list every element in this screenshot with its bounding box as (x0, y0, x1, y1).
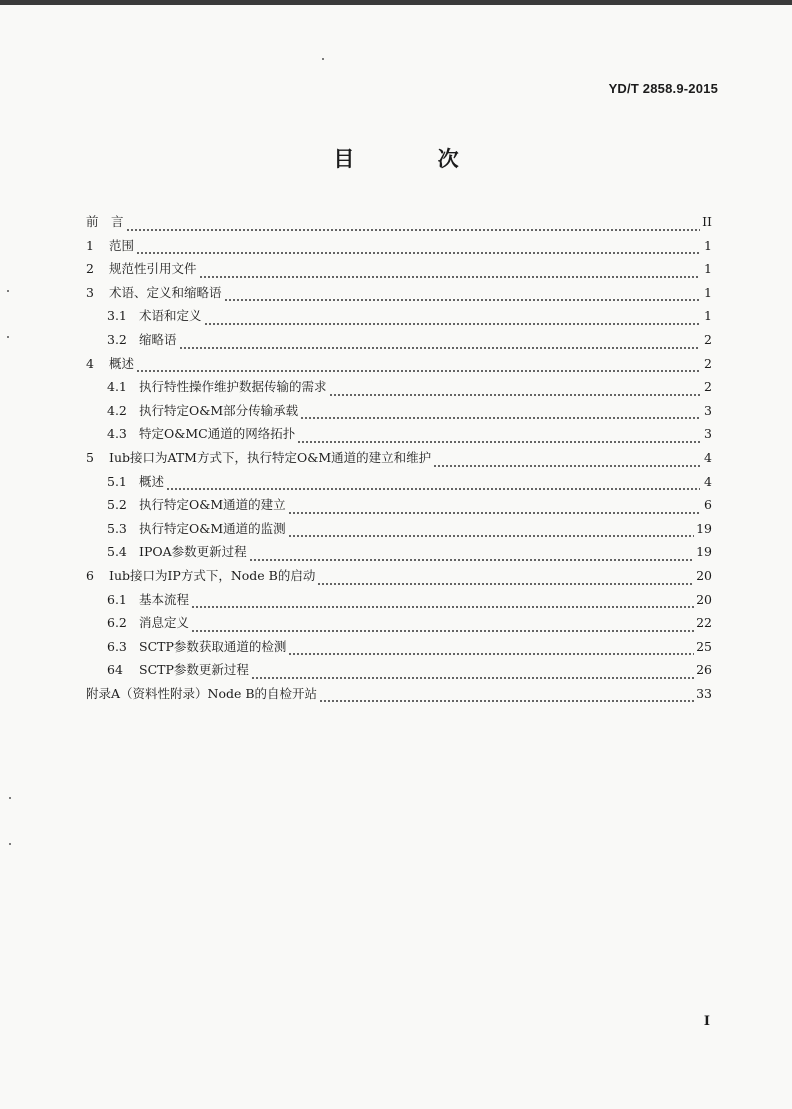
toc-entry-page: 1 (704, 261, 712, 277)
dot-leader (300, 417, 700, 419)
toc-entry-label: 执行特性操作维护数据传输的需求 (139, 379, 327, 395)
toc-entry-number: 64 (107, 662, 123, 678)
dot-leader (126, 229, 700, 231)
toc-entry-label: 缩略语 (139, 331, 177, 347)
toc-entry-label: 执行特定O&M部分传输承载 (139, 402, 299, 418)
toc-entry-page: 2 (704, 331, 712, 347)
toc-entry-page: 3 (704, 402, 712, 418)
scan-top-edge (0, 0, 792, 5)
toc-entry[interactable] (86, 590, 712, 614)
scan-speck (322, 58, 324, 60)
toc-entry-page: 1 (704, 237, 712, 253)
toc-entry-label: SCTP参数获取通道的检测 (139, 638, 287, 654)
toc-entry-number: 4.2 (107, 402, 127, 418)
scan-speck (7, 290, 9, 292)
toc-entry[interactable] (86, 660, 712, 684)
dot-leader (191, 630, 694, 632)
toc-entry-label: 消息定义 (139, 615, 190, 631)
toc-entry-page: 19 (696, 520, 712, 536)
toc-entry-number: 5.2 (107, 497, 127, 513)
toc-entry-number: 3.2 (107, 331, 127, 347)
dot-leader (329, 394, 700, 396)
toc-entry[interactable] (86, 212, 712, 236)
toc-entry[interactable] (86, 519, 712, 543)
toc-entry-page: 1 (704, 284, 712, 300)
toc-entry-label: 前 言 (86, 214, 124, 229)
toc-entry-page: 3 (704, 426, 712, 442)
toc-entry[interactable] (86, 637, 712, 661)
toc-entry-page: II (702, 214, 712, 229)
dot-leader (166, 488, 700, 490)
toc-entry-page: 2 (704, 379, 712, 395)
toc-entry-page: 6 (704, 497, 712, 513)
toc-entry-label: 范围 (109, 237, 135, 253)
toc-entry-label: 基本流程 (139, 591, 190, 607)
dot-leader (288, 653, 694, 655)
toc-entry-number: 5.1 (107, 473, 127, 489)
toc-entry-label: Iub接口为IP方式下，Node B的启动 (109, 567, 316, 583)
page-title: 目 次 (333, 147, 497, 171)
toc-entry-number: 6 (86, 567, 94, 583)
toc-entry-label: Iub接口为ATM方式下，执行特定O&M通道的建立和维护 (109, 449, 432, 465)
toc-entry-number: 4 (86, 355, 94, 371)
toc-entry-number: 3 (86, 284, 94, 300)
dot-leader (191, 606, 694, 608)
toc-entry-label: IPOA参数更新过程 (139, 544, 247, 560)
toc-entry-label: 术语和定义 (139, 308, 202, 324)
toc-entry-number: 4.1 (107, 379, 127, 395)
toc-entry-number: 4.3 (107, 426, 127, 442)
toc-entry[interactable] (86, 684, 712, 708)
dot-leader (288, 535, 694, 537)
toc-entry-page: 19 (696, 544, 712, 560)
toc-entry[interactable] (86, 283, 712, 307)
dot-leader (297, 441, 700, 443)
toc-entry-label: 执行特定O&M通道的建立 (139, 497, 286, 513)
dot-leader (136, 370, 700, 372)
toc-entry-number: 1 (86, 237, 94, 253)
dot-leader (179, 347, 700, 349)
toc-entry-number: 6.1 (107, 591, 127, 607)
toc-entry-label: 附录A（资料性附录）Node B的自检开站 (86, 685, 318, 701)
toc-entry[interactable] (86, 306, 712, 330)
dot-leader (199, 276, 700, 278)
toc-entry[interactable] (86, 259, 712, 283)
toc-entry[interactable] (86, 354, 712, 378)
dot-leader (288, 512, 700, 514)
toc-entry-page: 25 (696, 638, 712, 654)
toc-entry-page: 33 (696, 685, 712, 701)
toc-entry-number: 2 (86, 261, 94, 277)
dot-leader (204, 323, 700, 325)
dot-leader (249, 559, 694, 561)
toc-entry[interactable] (86, 472, 712, 496)
toc-entry[interactable] (86, 330, 712, 354)
scan-speck (7, 336, 9, 338)
toc-entry-label: 特定O&MC通道的网络拓扑 (139, 426, 296, 442)
toc-entry-label: 执行特定O&M通道的监测 (139, 520, 286, 536)
page-number: I (703, 1014, 710, 1029)
toc-entry[interactable] (86, 613, 712, 637)
toc-entry-page: 20 (696, 567, 712, 583)
scan-speck (9, 843, 11, 845)
toc-entry-label: 概述 (139, 473, 165, 489)
toc-entry[interactable] (86, 448, 712, 472)
toc-entry-page: 1 (704, 308, 712, 324)
table-of-contents (86, 212, 712, 707)
toc-entry-page: 2 (704, 355, 712, 371)
toc-entry-page: 20 (696, 591, 712, 607)
dot-leader (433, 465, 700, 467)
toc-entry[interactable] (86, 566, 712, 590)
toc-entry[interactable] (86, 424, 712, 448)
dot-leader (251, 677, 694, 679)
toc-entry-label: 术语、定义和缩略语 (109, 284, 222, 300)
dot-leader (136, 252, 700, 254)
scan-speck (9, 797, 11, 799)
toc-entry-number: 6.2 (107, 615, 127, 631)
toc-entry-page: 4 (704, 473, 712, 489)
toc-entry[interactable] (86, 401, 712, 425)
dot-leader (224, 299, 700, 301)
toc-entry-label: SCTP参数更新过程 (139, 662, 249, 678)
toc-entry-number: 5 (86, 449, 94, 465)
dot-leader (319, 700, 694, 702)
toc-entry[interactable] (86, 542, 712, 566)
toc-entry[interactable] (86, 236, 712, 260)
toc-entry-number: 6.3 (107, 638, 127, 654)
toc-entry[interactable] (86, 377, 712, 401)
toc-entry-number: 3.1 (107, 308, 127, 324)
toc-entry[interactable] (86, 495, 712, 519)
toc-entry-label: 规范性引用文件 (109, 261, 197, 277)
toc-entry-page: 22 (696, 615, 712, 631)
toc-entry-label: 概述 (109, 355, 135, 371)
dot-leader (317, 583, 694, 585)
toc-entry-page: 26 (696, 662, 712, 678)
standard-code: YD/T 2858.9-2015 (608, 81, 718, 96)
toc-entry-number: 5.3 (107, 520, 127, 536)
toc-entry-page: 4 (704, 449, 712, 465)
toc-entry-number: 5.4 (107, 544, 127, 560)
